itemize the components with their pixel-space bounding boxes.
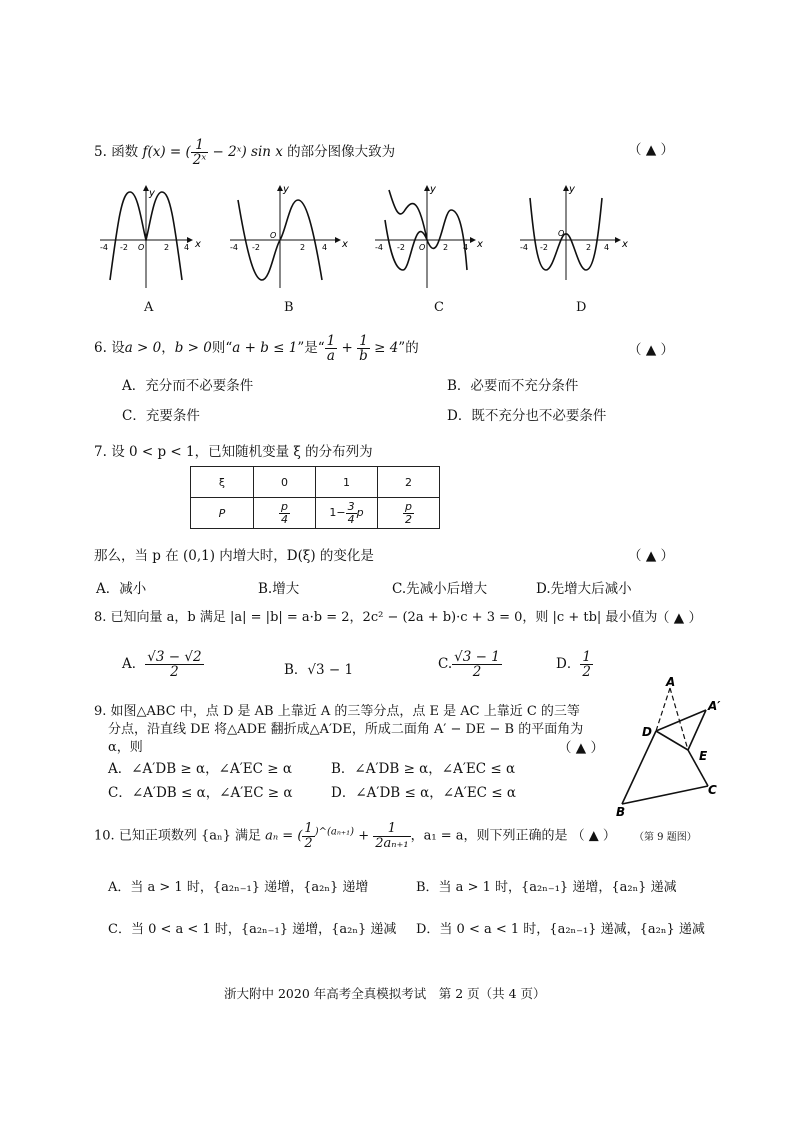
svg-text:2: 2 xyxy=(164,243,170,252)
svg-text:x: x xyxy=(195,239,201,250)
q8-option-a: A． $\frac{√3 - √2}{2}$ xyxy=(122,649,202,681)
svg-text:O: O xyxy=(558,229,565,238)
svg-text:4: 4 xyxy=(322,243,328,252)
q6-option-a: A．充分而不必要条件 xyxy=(122,378,254,394)
q5-answer-mark: （ ▲ ） xyxy=(628,142,674,158)
q10-option-a: A．当 a > 1 时，{a₂ₙ₋₁} 递增，{a₂ₙ} 递增 xyxy=(108,880,369,895)
q7-option-b: B.增大 xyxy=(258,581,300,597)
q10-option-d: D．当 0 < a < 1 时，{a₂ₙ₋₁} 递减，{a₂ₙ} 递减 xyxy=(416,922,705,937)
svg-text:-4: -4 xyxy=(520,243,528,252)
q9-answer-mark: （ ▲ ） xyxy=(558,740,604,756)
q10-stem: 10. 已知正项数列 {aₙ} 满足 aₙ = ( $\frac{1}{2}$ $^{)\^{}(a_{n+1})}$ + $\frac{1}{\text{2aₙ₊₁}}$ ，a₁ = a，则下列正确的是 （ ▲ ） xyxy=(94,821,616,851)
q9-figure-caption: （第 9 题图） xyxy=(634,832,697,843)
q7-distribution-table: ξ 0 1 2 P $\frac{p}{4}$ 1− $\frac{3}{4}$ p $\frac{p}{2}$ xyxy=(190,466,440,529)
svg-text:-2: -2 xyxy=(397,243,405,252)
q6-option-b: B．必要而不充分条件 xyxy=(447,378,579,394)
q8-answer-mark: （ ▲ ） xyxy=(656,610,702,626)
svg-text:-4: -4 xyxy=(100,243,108,252)
q8-stem: 8. 已知向量 a，b 满足 |a| = |b| = a·b = 2，2c² − (2a + b)·c + 3 = 0，则 |c + tb| 最小值为 xyxy=(94,610,658,625)
q6-stem: 6. 设a > 0，b > 0则“a + b ≤ 1”是“ $\frac{1}{a}$ + $\frac{1}{b}$ ≥ 4”的 xyxy=(94,333,419,365)
svg-text:4: 4 xyxy=(184,243,190,252)
q10-option-b: B．当 a > 1 时，{a₂ₙ₋₁} 递增，{a₂ₙ} 递减 xyxy=(416,880,677,895)
q9-line2: 分点，沿直线 DE 将△ADE 翻折成△A′DE，所成二面角 A′ − DE − B 的平面角为 xyxy=(108,722,584,737)
graph-label-a: A xyxy=(144,300,154,315)
q6-option-c: C．充要条件 xyxy=(122,408,200,424)
graph-label-c: C xyxy=(434,300,444,315)
svg-text:-2: -2 xyxy=(540,243,548,252)
svg-text:y: y xyxy=(569,184,575,195)
q5-graphs xyxy=(90,180,660,295)
graph-c xyxy=(375,184,483,288)
q7-answer-mark: （ ▲ ） xyxy=(628,548,674,564)
q8-option-b: B．√3 − 1 xyxy=(284,662,354,678)
svg-text:4: 4 xyxy=(463,243,469,252)
svg-text:2: 2 xyxy=(586,243,592,252)
svg-text:B: B xyxy=(616,805,626,819)
svg-text:y: y xyxy=(430,184,436,195)
q7-option-a: A．减小 xyxy=(96,581,147,597)
q8-option-c: C. $\frac{√3 - 1}{2}$ xyxy=(438,649,500,681)
svg-text:A: A xyxy=(666,676,676,689)
svg-text:D: D xyxy=(642,725,652,739)
svg-text:x: x xyxy=(477,239,483,250)
svg-text:-2: -2 xyxy=(120,243,128,252)
svg-text:A′: A′ xyxy=(708,699,721,713)
svg-text:O: O xyxy=(419,243,426,252)
q6-answer-mark: （ ▲ ） xyxy=(628,342,674,358)
q10-option-c: C．当 0 < a < 1 时，{a₂ₙ₋₁} 递增，{a₂ₙ} 递减 xyxy=(108,922,397,937)
graph-label-b: B xyxy=(284,300,294,315)
svg-text:x: x xyxy=(342,239,348,250)
q6-option-d: D．既不充分也不必要条件 xyxy=(447,408,607,424)
q7-option-c: C.先减小后增大 xyxy=(392,581,488,597)
q9-option-d: D．∠A′DB ≤ α，∠A′EC ≤ α xyxy=(331,785,517,801)
q9-option-a: A．∠A′DB ≥ α，∠A′EC ≥ α xyxy=(108,761,292,777)
q7-stem: 7. 设 0 < p < 1，已知随机变量 ξ 的分布列为 xyxy=(94,444,373,460)
graph-label-d: D xyxy=(576,300,587,315)
graph-a xyxy=(100,186,201,288)
q8-option-d: D． $\frac{1}{2}$ xyxy=(556,649,591,681)
page-footer: 浙大附中 2020 年高考全真模拟考试 第 2 页（共 4 页） xyxy=(224,986,546,1001)
svg-text:x: x xyxy=(622,239,628,250)
svg-text:y: y xyxy=(149,188,155,199)
svg-text:4: 4 xyxy=(604,243,610,252)
svg-text:-4: -4 xyxy=(230,243,238,252)
svg-text:C: C xyxy=(708,783,717,797)
q7-follow: 那么，当 p 在 (0,1) 内增大时，D(ξ) 的变化是 xyxy=(94,548,374,564)
svg-text:-4: -4 xyxy=(375,243,383,252)
q9-figure xyxy=(612,676,742,821)
svg-text:O: O xyxy=(270,231,277,240)
svg-text:2: 2 xyxy=(443,243,449,252)
q9-line1: 9. 如图△ABC 中，点 D 是 AB 上靠近 A 的三等分点，点 E 是 AC 上靠近 C 的三等 xyxy=(94,704,580,719)
svg-text:-2: -2 xyxy=(252,243,260,252)
q5-stem: 5. 函数 f(x) = ( $\frac{1}{\text{2ˣ}}$ − 2ˣ) sin x 的部分图像大致为 xyxy=(94,137,396,169)
q9-line3: α，则 xyxy=(108,740,143,755)
graph-d xyxy=(520,184,628,280)
svg-text:2: 2 xyxy=(300,243,306,252)
q5-fraction: $\frac{1}{\text{2ˣ}}$ xyxy=(192,137,207,169)
q7-option-d: D.先增大后减小 xyxy=(536,581,632,597)
svg-text:y: y xyxy=(283,184,289,195)
svg-text:E: E xyxy=(699,749,708,763)
svg-text:O: O xyxy=(138,243,145,252)
q9-option-b: B．∠A′DB ≥ α，∠A′EC ≤ α xyxy=(331,761,516,777)
q9-option-c: C．∠A′DB ≤ α，∠A′EC ≥ α xyxy=(108,785,293,801)
graph-b xyxy=(230,184,348,288)
